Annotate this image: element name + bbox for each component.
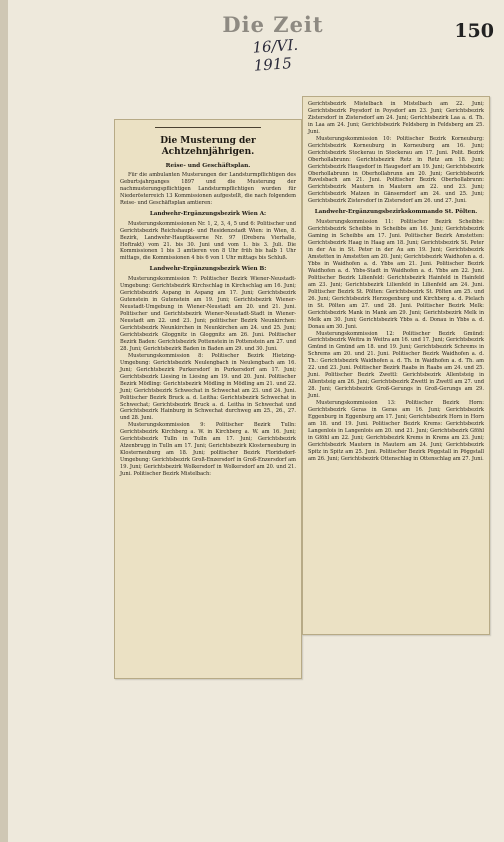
paragraph-kommission-13: Musterungskommission 13: Politischer Bezirk Horn: Gerichtsbezirk Geras in Geras am 16. Juni; Gerichtsbezirk Eggenburg in Eggenburg am 17. Juni; Gerichtsbezirk Horn in Horn am 18. und 19. Juni. Politischer Bezirk Krems: Gerichtsbezirk Langenlois in Langenlois am 20. und 21. Juni; Gerichtsbezirk Gföhl in Gföhl am 22. Juni; Gerichtsbezirk Krems in Krems am 23. Juni; Gerichtsbezirk Mautern in Mautern am 24. Juni; Gerichtsbezirk Spitz in Spitz am 25. Juni. Politischer Bezirk Pöggstall in Pöggstall am 26. Juni; Gerichtsbezirk Ottenschlag in Ottenschlag am 27. Juni. (308, 400, 484, 462)
newspaper-title: Die Zeit (222, 12, 324, 37)
paragraph-kommission-1-6: Musterungskommissionen Nr. 1, 2, 3, 4, 5 und 6: Politischer und Gerichtsbezirk Reichshaupt- und Residenzstadt Wien: in Wien, 8. Bezirk, Landwehr-Hauptkaserne Nr. 97 (Drebera Vierhalle, Hoftrakt) vom 21. bis 30. Juni und vom 1. bis 3. Juli. Die Kommissionen 1 bis 3 amtieren von 8 Uhr früh bis halb 1 Uhr mittags, die Kommissionen 4 bis 6 von 1 Uhr mittags bis Schluß. (120, 220, 296, 262)
clipping-right-text (303, 97, 489, 465)
paragraph-kommission-10: Musterungskommission 10: Politischer Bezirk Korneuburg: Gerichtsbezirk Korneuburg in Korneuburg am 16. Juni; Gerichtsbezirk Stockerau in Stockerau am 17. Juni. Polit. Bezirk Oberhollabrunn: Gerichtsbezirk Retz in Retz am 18. Juni; Gerichtsbezirk Haugsdorf in Haugsdorf am 19. Juni; Gerichtsbezirk Oberhollabrunn in Oberhollabrunn am 20. Juni; Gerichtsbezirk Ravelsbach am 21. Juni. Politischer Bezirk Oberhollabrunn: Gerichtsbezirk Mautern in Mautern am 22. und 23. Juni; Gerichtsbezirk Matzen in Gänserndorf am 24. und 25. Juni; Gerichtsbezirk Zistersdorf in Zistersdorf am 26. und 27. Juni. (308, 135, 484, 205)
paragraph-continued: Gerichtsbezirk Mistelbach in Mistelbach am 22. Juni; Gerichtsbezirk Poysdorf in Poysdorf am 23. Juni; Gerichtsbezirk Zistersdorf in Zistersdorf am 24. Juni; Gerichtsbezirk Laa a. d. Th. in Laa am 24. Juni; Gerichtsbezirk Feldsberg in Feldsberg am 25. Juni. (308, 101, 484, 135)
paragraph-kommission-7: Musterungskommission 7: Politischer Bezirk Wiener-Neustadt-Umgebung: Gerichtsbezirk Kirchschlag in Kirchschlag am 16. Juni; Gerichtsbezirk Aspang in Aspang am 17. Juni; Gerichtsbezirk Gutenstein in Gutenstein am 19. Juni; Gerichtsbezirk Wiener-Neustadt-Umgebung in Wiener-Neustadt am 20. und 21. Juni. Politischer und Gerichtsbezirk Wiener-Neustadt-Stadt in Wiener-Neustadt am 22. und 23. Juni; politischer Bezirk Neunkirchen: Gerichtsbezirk Neunkirchen in Neunkirchen am 24. und 25. Juni; Gerichtsbezirk Gloggnitz in Gloggnitz am 26. Juni. Politischer Bezirk Baden: Gerichtsbezirk Pottenstein in Pottenstein am 27. und 28. Juni; Gerichtsbezirk Baden in Baden am 29. und 30. Juni. (120, 276, 296, 352)
paragraph-kommission-11: Musterungskommission 11: Politischer Bezirk Scheibbs: Gerichtsbezirk Scheibbs in Scheibbs am 16. Juni; Gerichtsbezirk Gaming in Scheibbs am 17. Juni. Politischer Bezirk Amstetten: Gerichtsbezirk Haag in Haag am 18. Juni; Gerichtsbezirk St. Peter in der Au in St. Peter in der Au am 19. Juni; Gerichtsbezirk Amstetten in Amstetten am 20. Juni; Gerichtsbezirk Waidhofen a. d. Ybbs in Waidhofen a. d. Ybbs am 21. Juni. Politischer Bezirk Waidhofen a. d. Ybbs-Stadt in Waidhofen a. d. Ybbs am 22. Juni. Politischer Bezirk Lilienfeld: Gerichtsbezirk Hainfeld in Hainfeld am 23. Juni; Gerichtsbezirk Lilienfeld in Lilienfeld am 24. Juni. Politischer Bezirk St. Pölten: Gerichtsbezirk St. Pölten am 25. und 26. Juni; Gerichtsbezirk Herzogenburg und Kirchberg a. d. Pielach in St. Pölten am 27. und 28. Juni. Politischer Bezirk Melk: Gerichtsbezirk Mank in Mank am 29. Juni; Gerichtsbezirk Melk in Melk am 30. Juni; Gerichtsbezirk Ybbs a. d. Donau in Ybbs a. d. Donau am 30. Juni. (308, 219, 484, 330)
clipping-left-text (115, 120, 301, 480)
page-edge (0, 0, 8, 842)
handwritten-date: 16/VI. 1915 (251, 35, 299, 75)
section-title-wien-b: Landwehr-Ergänzungsbezirk Wien B: (149, 266, 267, 273)
paragraph-kommission-12: Musterungskommission 12: Politischer Bezirk Gmünd: Gerichtsbezirk Weitra in Weitra am 16. und 17. Juni; Gerichtsbezirk Gmünd in Gmünd am 18. und 19. Juni; Gerichtsbezirk Schrems in Schrems am 20. und 21. Juni. Politischer Bezirk Waidhofen a. d. Th.: Gerichtsbezirk Waidhofen a. d. Th. in Waidhofen a. d. Th. am 22. und 23. Juni. Politischer Bezirk Raabs in Raabs am 24. und 25. Juni. Politischer Bezirk Zwettl: Gerichtsbezirk Allentsteig in Allentsteig am 26. Juni; Gerichtsbezirk Zwettl in Zwettl am 27. und 28. Juni; Gerichtsbezirk Groß-Gerungs in Groß-Gerungs am 29. Juni. (308, 330, 484, 400)
paragraph-kommission-9: Musterungskommission 9: Politischer Bezirk Tulln: Gerichtsbezirk Kirchberg a. W. in Kirchberg a. W. am 16. Juni; Gerichtsbezirk Tulln in Tulln am 17. Juni; Gerichtsbezirk Atzenbrugg in Tulln am 17. Juni; Gerichtsbezirk Klosterneuburg in Klosterneuburg am 18. Juni; politischer Bezirk Floridsdorf-Umgebung: Gerichtsbezirk Groß-Enzersdorf in Groß-Enzersdorf am 19. Juni; Gerichtsbezirk Wolkersdorf in Wolkersdorf am 20. und 21. Juni. Politischer Bezirk Mistelbach: (120, 422, 296, 478)
page-number: 150 (454, 20, 494, 42)
clipping-left (114, 119, 302, 679)
section-title-st-poelten: Landwehr-Ergänzungsbezirkskommando St. Pölten. (314, 209, 478, 216)
clipping-right (302, 96, 490, 635)
article-intro: Für die ambulanten Musterungen der Landsturmpflichtigen des Geburtsjahrganges 1897 und die Musterung der nachmusterungspflichtigen Landsturmpflichtigen wurden für Niederösterreich 13 Kommissionen aufgestellt, die nach folgendem Reise- und Geschäftsplan amtieren: (120, 171, 296, 206)
article-headline: Die Musterung der Achtzehnjährigen. (160, 136, 256, 157)
article-subheadline: Reise- und Geschäftsplan. (165, 163, 251, 169)
paragraph-kommission-8: Musterungskommission 8: Politischer Bezirk Hietzing-Umgebung: Gerichtsbezirk Neulengbach in Neulengbach am 16. Juni; Gerichtsbezirk Purkersdorf in Purkersdorf am 17. Juni; Gerichtsbezirk Liesing in Liesing am 19. und 20. Juni. Politischer Bezirk Mödling: Gerichtsbezirk Mödling in Mödling am 21. und 22. Juni; Gerichtsbezirk Schwechat in Schwechat am 23. und 24. Juni. Politischer Bezirk Bruck a. d. Leitha: Gerichtsbezirk Schwechat in Schwechat; Gerichtsbezirk Bruck a. d. Leitha in Schwechat und Gerichtsbezirk Hainburg in Schwechat durchweg am 25., 26., 27. und 28. Juni. (120, 352, 296, 422)
section-title-wien-a: Landwehr-Ergänzungsbezirk Wien A: (149, 210, 267, 217)
divider (155, 127, 261, 128)
